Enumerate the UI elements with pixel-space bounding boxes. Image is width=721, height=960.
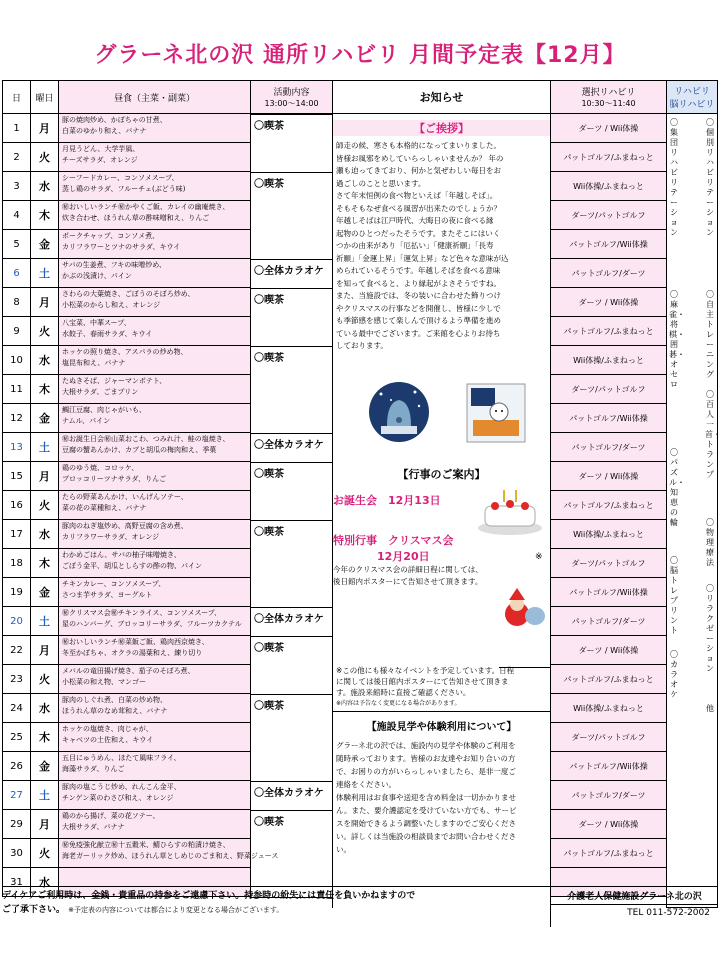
header-reha-time: 10:30～11:40 [581, 99, 636, 108]
greeting-line: 師走の候、寒さも本格的になってまいりました。 [336, 141, 501, 150]
header-activity-time: 13:00～14:00 [264, 99, 319, 108]
greeting-line: 瀬も迫ってきており、何かと気ぜわしい毎日をお [336, 166, 501, 175]
meal-line-2: 塩昆布和え、バナナ [62, 359, 126, 367]
bell-illustration [367, 380, 431, 444]
meal-line-2: カリフラワーサラダ、オレンジ [62, 533, 160, 541]
weekday: 月 [30, 462, 58, 491]
meal-line-2: 炊き合わせ、ほうれん草の酢味噌和え、りんご [62, 214, 210, 222]
reha-cell: パットゴルフ/ダーツ [550, 259, 666, 288]
meal-cell [58, 317, 250, 346]
day-number: 6 [2, 259, 30, 288]
day-number: 5 [2, 230, 30, 259]
meal-line-2: 冬至かぼちゃ、オクラの湯葉和え、練り切り [62, 649, 203, 657]
meal-cell [58, 201, 250, 230]
greeting-line: められているそうです。年越しそばを食べる意味 [336, 266, 501, 275]
meal-line-2: かぶの浅漬け、パイン [62, 272, 132, 280]
weekday: 水 [30, 520, 58, 549]
header-brain [666, 80, 718, 114]
weekday: 木 [30, 549, 58, 578]
meal-cell [58, 172, 250, 201]
brain-item-7: 〇脳トレプリント [670, 556, 678, 635]
day-number: 24 [2, 694, 30, 723]
meal-cell [58, 230, 250, 259]
facility-line: スを開始できるよう調整いたしますのでご安心くださ [336, 819, 516, 828]
meal-cell [58, 259, 250, 288]
meal-line-2: 水餃子、春雨サラダ、キウイ [62, 330, 153, 338]
xmas-note-2: 後日館内ポスターにて告知させて頂きます。 [333, 577, 483, 586]
meal-line-1: 月見うどん、大学芋風、 [62, 145, 140, 153]
activity-cell: 〇喫茶 [250, 172, 332, 201]
activity-cell [250, 404, 332, 433]
facility-line: で、お困りの方がいらっしゃいましたら、是非一度ご [336, 767, 516, 776]
day-number: 20 [2, 607, 30, 636]
footer-line-2: ご了承下さい。 [2, 905, 66, 915]
facility-line: ん。また、要介護認定を受けていない方でも、サービ [336, 806, 517, 815]
reha-cell: パットゴルフ/ふまねっと [550, 317, 666, 346]
day-number: 2 [2, 143, 30, 172]
activity-cell: 〇喫茶 [250, 694, 332, 723]
brain-item-10: 〇リラクゼーション [706, 584, 714, 673]
day-number: 30 [2, 839, 30, 868]
weekday: 水 [30, 346, 58, 375]
greeting-line: 年越しそばは江戸時代、大晦日の夜に食べる縁 [336, 216, 494, 225]
meal-cell [58, 839, 279, 868]
meal-line-2: 海藻サラダ、りんご [62, 765, 125, 773]
brain-item-5: 〇パズル・知恵の輪 [669, 448, 685, 527]
greeting-line: そもそもなぜ食べる風習が出来たのでしょうか？ [336, 203, 501, 213]
meal-cell [58, 781, 250, 810]
cake-illustration [475, 486, 545, 536]
activity-cell [250, 723, 332, 752]
day-number: 17 [2, 520, 30, 549]
brain-item-2: 〇個別リハビリテーション [706, 118, 714, 237]
meal-line-2: 小松菜のからし和え、オレンジ [62, 301, 161, 309]
meal-cell [58, 694, 250, 723]
footer [2, 886, 718, 926]
reha-cell: ダーツ / Wii体操 [550, 636, 666, 665]
day-number: 16 [2, 491, 30, 520]
meal-line-1: サバの生姜煮、フキの味噌炒め、 [62, 261, 167, 269]
weekday: 火 [30, 143, 58, 172]
weekday: 金 [30, 404, 58, 433]
notice-events [332, 462, 550, 668]
header-brain-label2: 脳リハビリ [669, 100, 715, 110]
facility-line: 随時承っております。皆様のお友達やお知り合いの方 [336, 754, 516, 763]
weekday: 月 [30, 636, 58, 665]
reha-cell: Wii体操/ふまねっと [550, 346, 666, 375]
brain-item-3: 〇麻雀・将棋・囲碁・オセロ [669, 290, 685, 389]
brain-item-11: 他 [706, 704, 714, 713]
brain-item-4: 〇自主トレーニング [706, 290, 714, 379]
meal-cell [58, 462, 250, 491]
brain-item-1: 〇集団リハビリテーション [670, 118, 678, 237]
day-number: 25 [2, 723, 30, 752]
meal-cell [58, 404, 250, 433]
meal-line-1: ㊙おいしいランチ㊙菜飯ご飯、鶏肉西京焼き、 [62, 638, 209, 646]
brain-item-9: 〇カラオケ [670, 650, 678, 699]
birthday-event: お誕生会 12月13日 [333, 494, 441, 507]
activity-cell [250, 839, 332, 868]
header-weekday: 曜日 [30, 80, 58, 114]
facility-text [333, 739, 550, 856]
footer-contact [550, 887, 718, 927]
meal-cell [58, 665, 250, 694]
weekday: 火 [30, 491, 58, 520]
other-line: に関しては後日館内ポスターにて告知させて頂きま [336, 677, 509, 686]
special-event: 特別行事 クリスマス会 [333, 534, 454, 547]
activity-cell [250, 375, 332, 404]
weekday: 月 [30, 288, 58, 317]
weekday: 土 [30, 259, 58, 288]
meal-line-2: 豆腐の蟹あんかけ、カブと胡瓜の梅肉和え、季菓 [62, 446, 217, 454]
meal-cell [58, 607, 250, 636]
other-text [333, 662, 550, 698]
meal-line-2: ごぼう金平、胡瓜としらすの酢の物、パイン [62, 562, 202, 570]
meal-line-1: 五目にゅうめん、ほたて風味フライ、 [62, 754, 181, 762]
reha-cell: パットゴルフ/ふまねっと [550, 143, 666, 172]
meal-line-1: たらの野菜あんかけ、いんげんソテー、 [62, 493, 188, 501]
weekday: 月 [30, 114, 58, 143]
activity-cell [250, 549, 332, 578]
reha-cell: ダーツ / Wii体操 [550, 288, 666, 317]
meal-line-1: わかめごはん、サバの柚子味噌焼き、 [62, 551, 181, 559]
facility-tel: TEL 011-572-2002 [627, 908, 710, 918]
reha-cell: パットゴルフ/ふまねっと [550, 839, 666, 868]
meal-cell [58, 578, 250, 607]
reha-cell: ダーツ/パットゴルフ [550, 375, 666, 404]
meal-line-2: ほうれん草のなめ茸和え、バナナ [62, 707, 168, 715]
weekday: 土 [30, 433, 58, 462]
greeting-text [333, 140, 550, 353]
santa-illustration [499, 588, 547, 628]
day-number: 9 [2, 317, 30, 346]
day-number: 19 [2, 578, 30, 607]
brain-item-6: 〇百人一首・トランプ [705, 390, 721, 479]
day-number: 10 [2, 346, 30, 375]
reha-cell: パットゴルフ/ダーツ [550, 781, 666, 810]
meal-cell [58, 433, 250, 462]
greeting-line: つかの由来があり「厄払い」「健康祈願」「長寿 [336, 241, 494, 250]
meal-cell [58, 520, 250, 549]
activity-cell: 〇喫茶 [250, 346, 332, 375]
day-number: 23 [2, 665, 30, 694]
meal-line-1: さわらの大葉焼き、ごぼうのそぼろ炒め、 [62, 290, 195, 298]
weekday: 火 [30, 839, 58, 868]
notice-facility [332, 712, 550, 908]
activity-cell [250, 752, 332, 781]
day-number: 4 [2, 201, 30, 230]
activity-cell: 〇喫茶 [250, 520, 332, 549]
activity-cell [250, 230, 332, 259]
weekday: 木 [30, 375, 58, 404]
activity-cell: 〇喫茶 [250, 288, 332, 317]
greeting-line: 起物のひとつだったそうです。またそこにはいく [336, 228, 501, 238]
activity-cell: 〇喫茶 [250, 462, 332, 491]
weekday: 水 [30, 694, 58, 723]
facility-line: 連絡をください。 [336, 780, 396, 789]
facility-line: 体験利用はお食事や送迎を含め料金は一切かかりませ [336, 793, 516, 802]
weekday: 土 [30, 781, 58, 810]
weekday: 火 [30, 317, 58, 346]
header-reha [550, 80, 666, 114]
reha-cell: Wii体操/ふまねっと [550, 172, 666, 201]
weekday: 金 [30, 230, 58, 259]
greeting-line: 過ごしのことと思います。 [336, 178, 426, 188]
meal-line-2: 白菜のゆかり和え、バナナ [62, 127, 147, 135]
facility-line: グラーネ北の沢では、施設内の見学や体験のご利用を [336, 741, 516, 750]
meal-line-1: 鶏のから揚げ、菜の花ソテー、 [62, 812, 160, 820]
meal-line-2: 大根サラダ、ごまプリン [62, 388, 139, 396]
header-activity-label: 活動内容 [273, 88, 310, 98]
meal-cell [58, 375, 250, 404]
meal-line-1: 豚肉のねぎ塩炒め、高野豆腐の含め煮、 [62, 522, 188, 530]
facility-line: い。 [336, 845, 351, 854]
meal-line-2: 大根サラダ、バナナ [62, 823, 125, 831]
event-title: 【行事のご案内】 [397, 468, 486, 481]
reha-cell: パットゴルフ/ふまねっと [550, 665, 666, 694]
meal-line-1: ホッケの塩焼き、肉じゃが、 [62, 725, 153, 733]
weekday: 水 [30, 868, 58, 897]
greeting-title: 【ご挨拶】 [333, 120, 550, 136]
day-number: 8 [2, 288, 30, 317]
reha-cell: ダーツ/パットゴルフ [550, 549, 666, 578]
activity-cell [250, 491, 332, 520]
activity-cell [250, 201, 332, 230]
reha-cell: パットゴルフ/ふまねっと [550, 491, 666, 520]
xmas-note [333, 564, 483, 588]
day-number: 18 [2, 549, 30, 578]
meal-line-1: 豚の焼肉炒め、かぼちゃの甘煮、 [62, 116, 167, 124]
day-number: 31 [2, 868, 30, 897]
meal-line-2: 菜の花の菜種和え、バナナ [62, 504, 147, 512]
activity-cell [250, 665, 332, 694]
greeting-line: 皆様お風邪をめしていらっしゃいませんか？ 年の [336, 153, 504, 163]
day-number: 15 [2, 462, 30, 491]
other-line: ※この他にも様々なイベントを予定しています。日程 [336, 666, 515, 675]
meal-cell [58, 491, 250, 520]
header-meal: 昼食（主菜・副菜） [58, 80, 250, 114]
meal-line-2: さつま芋サラダ、ヨーグルト [62, 591, 153, 599]
brain-item-8: 〇物理療法 [706, 518, 714, 567]
activity-cell: 〇全体カラオケ [250, 781, 332, 810]
greeting-line: も季節感を感じて楽しんで頂けるよう準備を進め [336, 316, 501, 325]
meal-line-2: ナムル、パイン [62, 417, 111, 425]
meal-line-1: シーフードカレー、コンソメスープ、 [62, 174, 179, 182]
reha-cell: ダーツ / Wii体操 [550, 810, 666, 839]
activity-cell [250, 317, 332, 346]
schedule-table [2, 80, 721, 906]
meal-line-1: メバルの竜田揚げ焼き、茄子のそぼろ煮、 [62, 667, 195, 675]
meal-line-1: 豚肉のしぐれ煮、白菜の炒め物、 [62, 696, 167, 704]
facility-name: 介護老人保健施設グラーネ北の沢 [551, 887, 718, 905]
activity-cell: 〇全体カラオケ [250, 433, 332, 462]
footer-notice [2, 889, 550, 917]
meal-line-1: ㊙お誕生日会㊙山菜おこわ、つみれ汁、鮭の塩焼き、 [62, 435, 230, 443]
day-number: 12 [2, 404, 30, 433]
reha-cell: パットゴルフ/Wii体操 [550, 578, 666, 607]
header-reha-label: 選択リハビリ [581, 88, 636, 98]
weekday: 水 [30, 172, 58, 201]
reha-cell: ダーツ / Wii体操 [550, 462, 666, 491]
header-activity [250, 80, 332, 114]
meal-line-2: 蒸し鶏のサラダ、フルーチェ(ぶどう味) [62, 185, 186, 193]
activity-cell: 〇喫茶 [250, 114, 332, 143]
footer-line-1: デイケアご利用時は、金銭・貴重品の持参をご遠慮下さい。持参時の紛失には責任を負いかねますので [2, 891, 416, 901]
activity-cell [250, 578, 332, 607]
meal-line-2: カリフラワーとツナのサラダ、キウイ [62, 243, 181, 251]
notice-greeting [332, 114, 550, 462]
activity-cell: 〇喫茶 [250, 636, 332, 665]
weekday: 月 [30, 810, 58, 839]
header-day: 日 [2, 80, 30, 114]
reha-cell: パットゴルフ/Wii体操 [550, 404, 666, 433]
day-number: 13 [2, 433, 30, 462]
meal-cell [58, 752, 250, 781]
special-event-date: 12月20日 [377, 550, 430, 563]
meal-cell [58, 636, 250, 665]
day-number: 27 [2, 781, 30, 810]
meal-line-1: ㊙おいしいランチ㊙かやくご飯、カレイの幽庵焼き、 [62, 203, 230, 211]
day-number: 1 [2, 114, 30, 143]
activity-cell [250, 143, 332, 172]
weekday: 木 [30, 723, 58, 752]
weekday: 火 [30, 665, 58, 694]
greeting-line: 祈願」「金運上昇」「運気上昇」など色々な意味が込 [336, 253, 509, 263]
header-notice: お知らせ [332, 80, 550, 114]
weekday: 金 [30, 752, 58, 781]
meal-cell [58, 346, 250, 375]
xmas-note-1: 今年のクリスマス会の詳細日程に関しては、 [333, 565, 483, 574]
reha-cell: パットゴルフ/Wii体操 [550, 752, 666, 781]
footer-note: ※予定表の内容については都合により変更となる場合がございます。 [68, 906, 284, 914]
day-number: 11 [2, 375, 30, 404]
meal-line-1: 八宝菜、中華スープ、 [62, 319, 131, 327]
reha-cell: パットゴルフ/ダーツ [550, 433, 666, 462]
day-number: 22 [2, 636, 30, 665]
day-number: 29 [2, 810, 30, 839]
brain-reha-column [666, 114, 721, 908]
other-line: す。施設来館時に直接ご確認ください。 [336, 688, 471, 697]
reha-cell: ダーツ/パットゴルフ [550, 201, 666, 230]
meal-line-2: チンゲン菜のわさび和え、オレンジ [62, 794, 174, 802]
meal-line-1: ㊙免疫強化献立㊙十五穀米、鯖ひらすの粕漬け焼き、 [62, 841, 230, 849]
meal-line-2: ブロッコリーツナサラダ、りんご [62, 475, 167, 483]
meal-cell [58, 723, 250, 752]
cat-kotatsu-illustration [465, 382, 527, 444]
meal-cell [58, 810, 250, 839]
meal-cell [58, 114, 250, 143]
reha-cell: パットゴルフ/ダーツ [550, 607, 666, 636]
reha-cell: Wii体操/ふまねっと [550, 520, 666, 549]
asterisk: ※ [535, 552, 543, 562]
meal-cell [58, 288, 250, 317]
weekday: 土 [30, 607, 58, 636]
meal-line-1: たぬきそば、ジャーマンポテト、 [62, 377, 167, 385]
meal-line-2: 海老ガーリック炒め、ほうれん草としめじのごま和え、野菜ジュース [62, 852, 279, 860]
activity-cell: 〇全体カラオケ [250, 259, 332, 288]
activity-cell: 〇全体カラオケ [250, 607, 332, 636]
reha-cell: ダーツ/パットゴルフ [550, 723, 666, 752]
meal-line-1: 鶏のゆう焼、コロッケ、 [62, 464, 139, 472]
header-brain-label1: リハビリ [674, 87, 710, 97]
day-number: 26 [2, 752, 30, 781]
greeting-line: しております。 [336, 341, 388, 350]
meal-line-1: 鯛江豆腐、肉じゃがいも、 [62, 406, 146, 414]
activity-cell: 〇喫茶 [250, 810, 332, 839]
meal-line-1: ㊙クリスマス会㊙チキンライス、コンソメスープ、 [62, 609, 222, 617]
weekday: 金 [30, 578, 58, 607]
reha-cell: ダーツ / Wii体操 [550, 114, 666, 143]
greeting-line: また、当施設では、冬の装いに合わせた飾りつけ [336, 291, 501, 300]
page-title: グラーネ北の沢 通所リハビリ 月間予定表【12月】 [94, 43, 626, 68]
meal-cell [58, 549, 250, 578]
notice-other [332, 662, 550, 712]
meal-line-2: キャベツの土佐和え、キウイ [62, 736, 154, 744]
meal-line-2: 小松菜の和え物、マンゴー [62, 678, 146, 686]
greeting-line: さて年末恒例の食べ物といえば「年越しそば」。 [336, 191, 498, 200]
facility-line: い。詳しくは当施設の相談員までお問い合わせくださ [336, 832, 516, 841]
weekday: 木 [30, 201, 58, 230]
reha-cell: Wii体操/ふまねっと [550, 694, 666, 723]
facility-title: 【施設見学や体験利用について】 [366, 722, 517, 733]
meal-cell [58, 143, 250, 172]
other-small: ※内容は予告なく変更になる場合があります。 [336, 700, 461, 707]
greeting-line: やクリスマスの行事などを開催し、皆様に少しで [336, 303, 501, 313]
meal-line-1: チキンカレー、コンソメスープ、 [62, 580, 166, 588]
meal-line-1: ポークチャップ、コンソメ煮、 [62, 232, 160, 240]
greeting-line: ている最中でございます。ご来館を心よりお待ち [336, 328, 501, 338]
meal-line-2: チーズサラダ、オレンジ [62, 156, 138, 164]
reha-cell: パットゴルフ/Wii体操 [550, 230, 666, 259]
meal-line-2: 星のハンバーグ、ブロッコリーサラダ、フルーツカクテル [62, 620, 242, 628]
meal-line-1: ホッケの照り焼き、アスパラの炒め物、 [62, 348, 188, 356]
day-number: 3 [2, 172, 30, 201]
meal-line-1: 豚肉の塩こうじ炒め、れんこん金平、 [62, 783, 181, 791]
greeting-line: を知って食べると、より縁起がよさそうですね。 [336, 278, 501, 288]
